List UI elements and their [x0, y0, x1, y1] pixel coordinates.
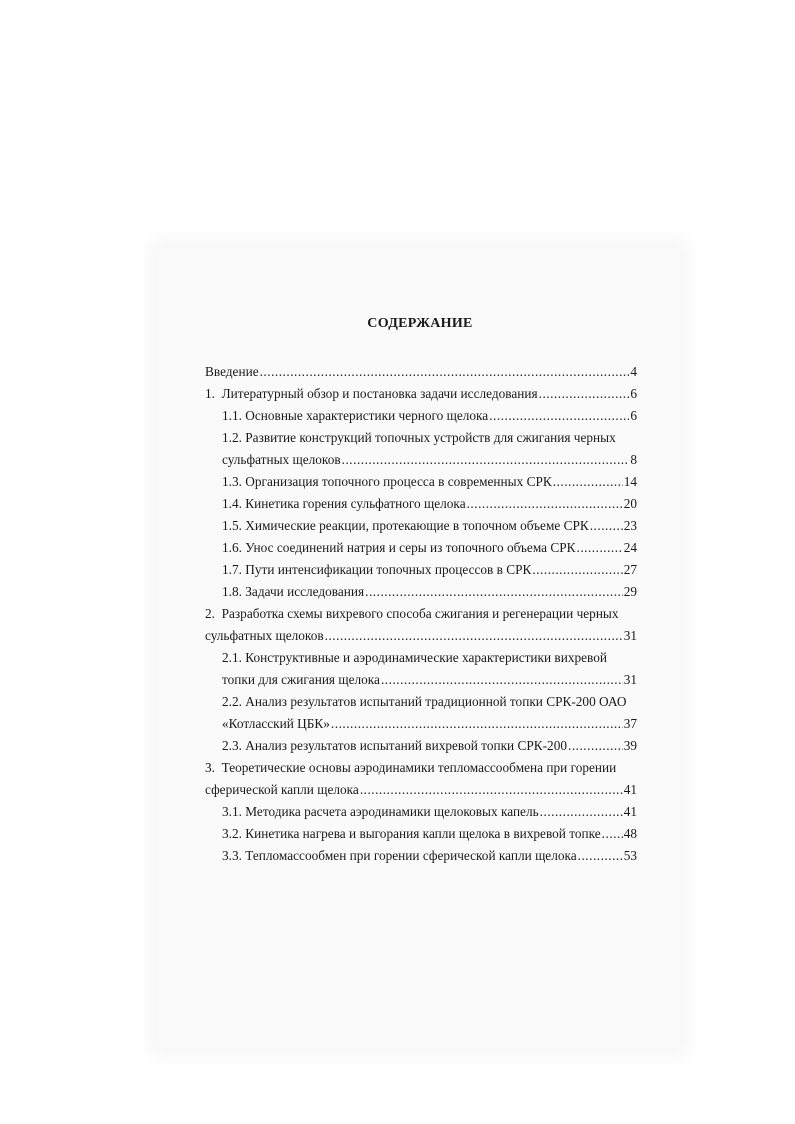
- toc-entry: [205, 732, 637, 754]
- toc-line: [205, 622, 637, 644]
- dot-leader: [553, 474, 623, 490]
- toc-entry: [205, 424, 637, 468]
- toc-entry-title: 1.1. Основные характеристики черного щелока: [222, 408, 489, 423]
- toc-page-number: 31: [623, 628, 637, 643]
- toc-line: [205, 842, 637, 864]
- toc-entry-title: «Котласский ЦБК»: [222, 716, 330, 731]
- toc-entry-title: 1.3. Организация топочного процесса в современных СРК: [222, 474, 552, 489]
- toc-page-number: 6: [630, 408, 637, 423]
- toc-line: [205, 798, 637, 820]
- toc-entry: [205, 468, 637, 490]
- dot-leader: [590, 518, 623, 534]
- toc-page-number: 20: [623, 496, 637, 511]
- toc-line: [205, 644, 637, 666]
- toc-line: [205, 402, 637, 424]
- toc-line: [205, 600, 637, 622]
- toc-page-number: 48: [623, 826, 637, 841]
- toc-entry-title: 3. Теоретические основы аэродинамики тепломассообмена при горении: [205, 760, 617, 775]
- table-of-contents: [205, 358, 637, 864]
- toc-line: [205, 468, 637, 490]
- toc-entry-title: 3.2. Кинетика нагрева и выгорания капли щелока в вихревой топке: [222, 826, 601, 841]
- toc-entry: [205, 644, 637, 688]
- dot-leader: [467, 496, 623, 512]
- toc-entry: [205, 402, 637, 424]
- toc-entry-title: сферической капли щелока: [205, 782, 359, 797]
- toc-entry: [205, 600, 637, 644]
- dot-leader: [489, 408, 629, 424]
- toc-page-number: 37: [623, 716, 637, 731]
- toc-entry: [205, 512, 637, 534]
- toc-entry-title: сульфатных щелоков: [205, 628, 324, 643]
- toc-line: [205, 578, 637, 600]
- dot-leader: [532, 562, 622, 578]
- toc-entry-title: 3.3. Тепломассообмен при горении сферической капли щелока: [222, 848, 577, 863]
- toc-entry-title: Введение: [205, 364, 259, 379]
- toc-entry-title: 2. Разработка схемы вихревого способа сжигания и регенерации черных: [205, 606, 619, 621]
- toc-page-number: 8: [630, 452, 637, 467]
- toc-entry: [205, 358, 637, 380]
- toc-page-number: 14: [623, 474, 637, 489]
- toc-page-number: 39: [623, 738, 637, 753]
- toc-page-number: 23: [623, 518, 637, 533]
- toc-page-number: 41: [623, 782, 637, 797]
- dot-leader: [568, 738, 623, 754]
- dot-leader: [360, 782, 623, 798]
- toc-line: [205, 820, 637, 842]
- toc-entry: [205, 578, 637, 600]
- toc-page-number: 29: [623, 584, 637, 599]
- dot-leader: [577, 540, 623, 556]
- toc-entry: [205, 490, 637, 512]
- toc-entry-title: 2.2. Анализ результатов испытаний традиционной топки СРК-200 ОАО: [222, 694, 627, 709]
- toc-entry: [205, 556, 637, 578]
- toc-entry-title: 1. Литературный обзор и постановка задачи исследования: [205, 386, 538, 401]
- dot-leader: [540, 804, 623, 820]
- dot-leader: [342, 452, 630, 468]
- toc-page-number: 6: [630, 386, 637, 401]
- toc-line: [205, 776, 637, 798]
- toc-entry-title: топки для сжигания щелока: [222, 672, 380, 687]
- dot-leader: [331, 716, 623, 732]
- toc-line: [205, 556, 637, 578]
- toc-page-number: 4: [630, 364, 637, 379]
- toc-line: [205, 424, 637, 446]
- dot-leader: [602, 826, 623, 842]
- toc-entry: [205, 688, 637, 732]
- dot-leader: [381, 672, 623, 688]
- toc-line: [205, 732, 637, 754]
- toc-entry-title: 2.3. Анализ результатов испытаний вихревой топки СРК-200: [222, 738, 567, 753]
- toc-entry: [205, 754, 637, 798]
- toc-line: [205, 380, 637, 402]
- toc-entry-title: 1.5. Химические реакции, протекающие в топочном объеме СРК: [222, 518, 589, 533]
- toc-entry: [205, 534, 637, 556]
- toc-line: [205, 490, 637, 512]
- toc-page-number: 53: [623, 848, 637, 863]
- toc-line: [205, 688, 637, 710]
- toc-entry-title: 2.1. Конструктивные и аэродинамические характеристики вихревой: [222, 650, 607, 665]
- toc-page-number: 27: [623, 562, 637, 577]
- toc-line: [205, 446, 637, 468]
- toc-entry-title: 3.1. Методика расчета аэродинамики щелоковых капель: [222, 804, 539, 819]
- toc-entry: [205, 798, 637, 820]
- dot-leader: [325, 628, 623, 644]
- toc-line: [205, 666, 637, 688]
- dot-leader: [578, 848, 623, 864]
- toc-page-number: 24: [623, 540, 637, 555]
- toc-line: [205, 710, 637, 732]
- toc-entry: [205, 820, 637, 842]
- toc-page-number: 31: [623, 672, 637, 687]
- toc-entry-title: сульфатных щелоков: [222, 452, 341, 467]
- dot-leader: [365, 584, 623, 600]
- toc-entry-title: 1.4. Кинетика горения сульфатного щелока: [222, 496, 466, 511]
- toc-line: [205, 512, 637, 534]
- toc-entry-title: 1.2. Развитие конструкций топочных устройств для сжигания черных: [222, 430, 616, 445]
- dot-leader: [539, 386, 630, 402]
- toc-entry-title: 1.8. Задачи исследования: [222, 584, 365, 599]
- dot-leader: [260, 364, 630, 380]
- toc-line: [205, 358, 637, 380]
- document-title: СОДЕРЖАНИЕ: [367, 316, 473, 331]
- toc-entry-title: 1.7. Пути интенсификации топочных процессов в СРК: [222, 562, 532, 577]
- toc-line: [205, 754, 637, 776]
- toc-entry: [205, 842, 637, 864]
- toc-line: [205, 534, 637, 556]
- toc-entry: [205, 380, 637, 402]
- toc-page-number: 41: [623, 804, 637, 819]
- toc-entry-title: 1.6. Унос соединений натрия и серы из топочного объема СРК: [222, 540, 576, 555]
